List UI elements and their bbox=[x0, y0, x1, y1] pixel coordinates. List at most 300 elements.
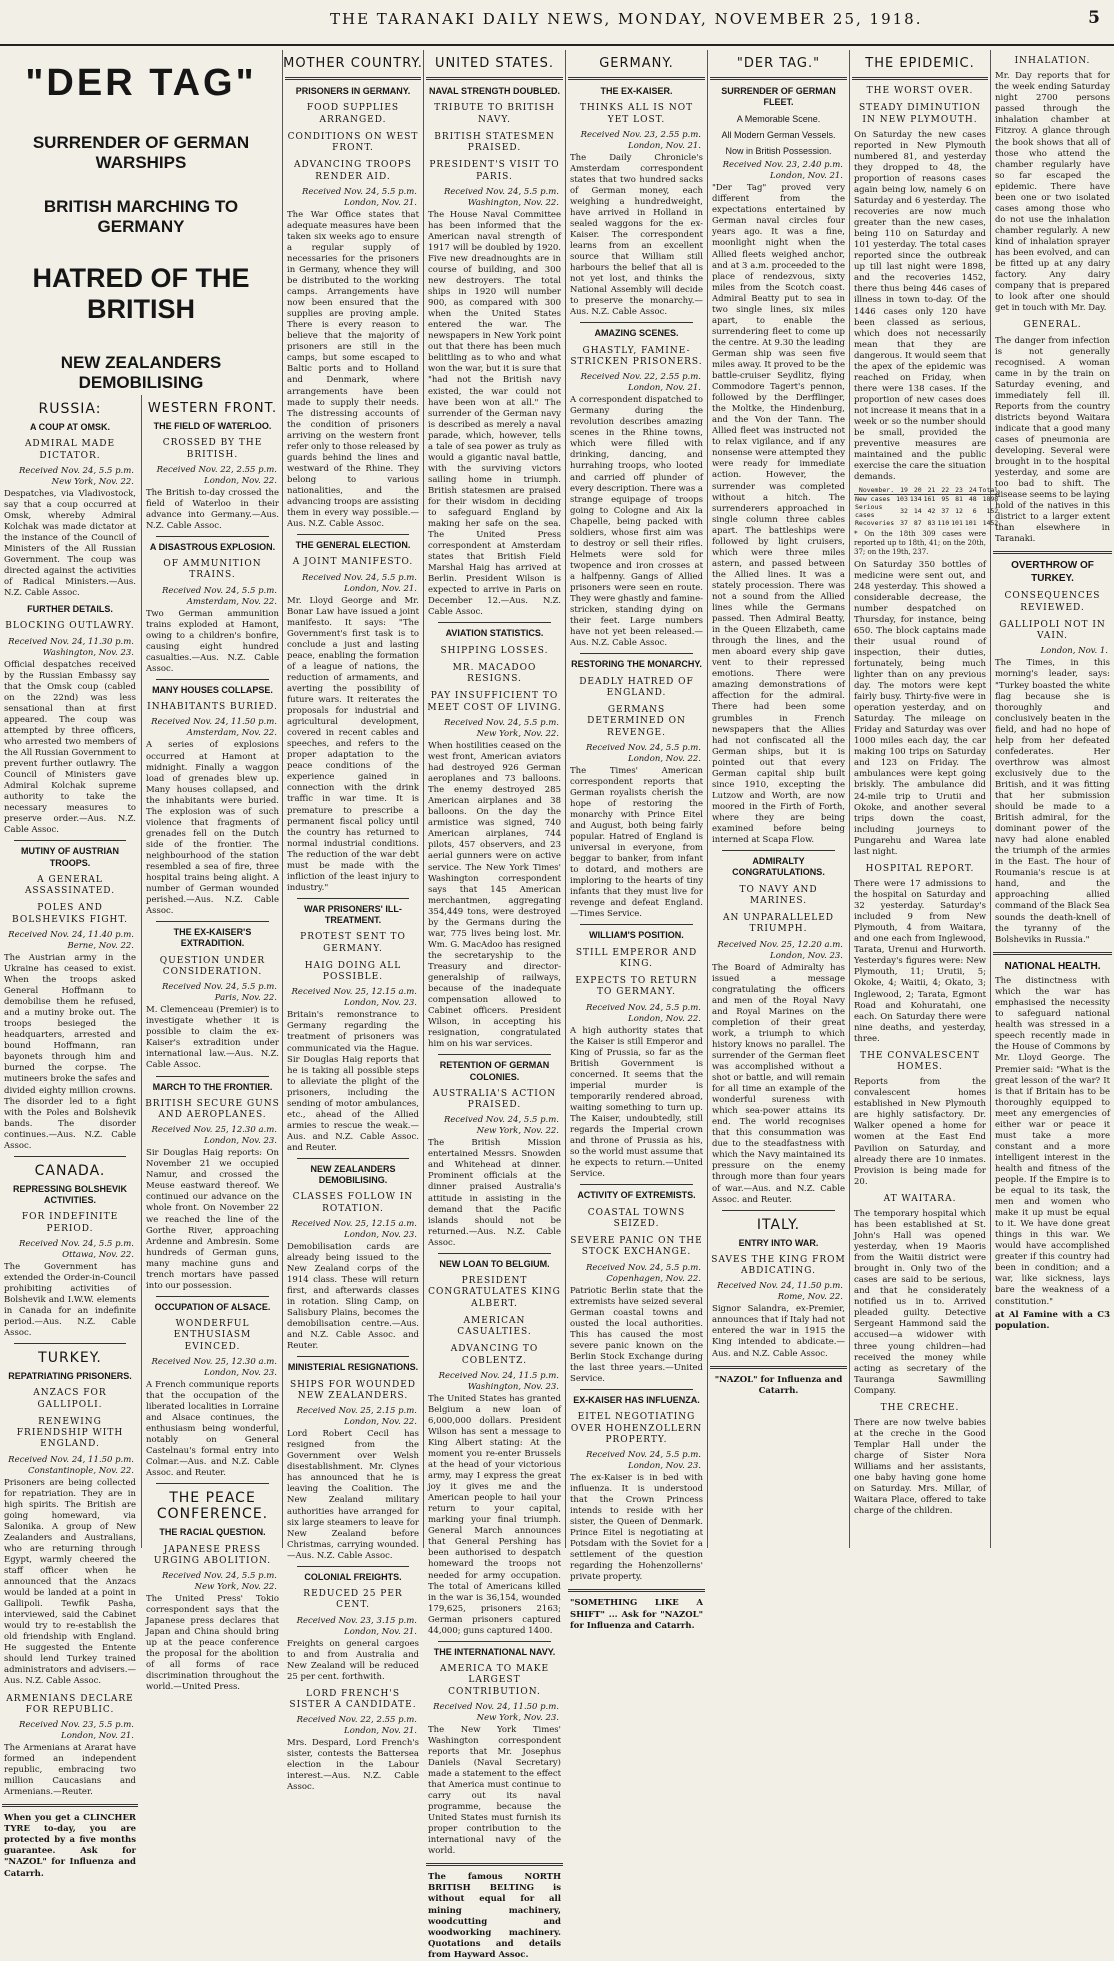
peace-sub2: JAPANESE PRESS URGING ABOLITION. bbox=[153, 1544, 272, 1566]
separator bbox=[426, 77, 563, 80]
separator bbox=[710, 77, 847, 80]
dateline: Washington, Nov. 23. bbox=[467, 1381, 559, 1392]
separator bbox=[14, 1156, 126, 1157]
prisoners-sub: PRISONERS IN GERMANY. bbox=[295, 86, 411, 96]
masthead bbox=[0, 0, 1114, 46]
article-body: "Der Tag" proved very different from the expectations entertained by German naval circles four years ago. It was a fine, moonlight night when the Allied fleets weighed anchor, and at 3 a.m. proceeded to the place of rendezvous, sixty miles from the Scotch coast. Admiral Beatty put to sea in two single lines, six miles apart, to enable the surrendering fleet to come up the centre. At 9.30 the leading German ship was seen five miles away. It proved to be the battle-cruiser Seydlitz, flying Commodore Tagert's pennon, followed by the Derfflinger, the Moltke, the Hindenburg, and the Von der Tann. The Allied fleet was instructed not to relax vigilance, and if any nonsense were attempted they were ready for immediate action. However, the surrender was completed without a hitch. The surrenderers approached in single column three cables apart. The battleships were followed by light cruisers, which were three miles astern, and passed between the Allied lines. It was a stately procession. There was not a sound from the Allied lines while the Germans passed. Then Admiral Beatty, in the Queen Elizabeth, came through the lines, and the men aboard every ship gave vent to their repressed emotions. There were amazing demonstrations of affection for the admiral. There had been some grumbles in French newspapers that the Allies had not confiscated all the German ships, but it is pointed out that every German capital ship built since 1910, excepting the Lutzow and Worth, are now moored in the Firth of Forth, where they are being examined before being interned at Scapa Flow. bbox=[712, 183, 845, 846]
article-body: The danger from infection is not generally recognised. A woman came in by the train on Saturday evening, and immediately fell ill. Reports from the country districts beyond Waitara indicate that a good many cases of pneumonia are developing. Several were brought in to the hospital yesterday, and some are too bad to shift. The disease seems to be laying hold of the natives in this district to a larger extent than elsewhere in Taranaki. bbox=[995, 335, 1110, 545]
separator bbox=[568, 77, 705, 80]
table-body bbox=[854, 495, 999, 528]
dateline: London, Nov. 1. bbox=[1040, 646, 1108, 657]
mother-country-heading: MOTHER COUNTRY. bbox=[283, 56, 423, 71]
canada-heading: CANADA. bbox=[34, 1162, 106, 1179]
separator bbox=[993, 551, 1112, 554]
separator bbox=[426, 1863, 563, 1866]
dateline: London, Nov. 21. bbox=[61, 1731, 134, 1742]
admiralty-sub: TO NAVY AND MARINES. bbox=[739, 884, 818, 906]
article-body: Signor Salandra, ex-Premier, announces that if Italy had not entered the war in 1915 the King intended to abdicate.—Aus. and N.Z. Cable Assoc. bbox=[712, 1304, 845, 1359]
dateline: Received Nov. 24, 5.5 p.m. bbox=[161, 1571, 277, 1582]
loan-sub: PRESIDENT CONGRATULATES KING ALBERT. bbox=[428, 1276, 561, 1309]
separator bbox=[438, 1641, 551, 1642]
influenza-sub: EITEL NEGOTIATING OVER HOHENZOLLERN PROPERTY. bbox=[570, 1412, 703, 1445]
dateline: Received Nov. 23, 3.15 p.m. bbox=[296, 1615, 417, 1626]
germany-heading: GERMANY. bbox=[599, 56, 674, 71]
dateline: London, Nov. 22. bbox=[628, 753, 701, 764]
dateline: Received Nov. 24, 5.5 p.m. bbox=[585, 1450, 701, 1461]
separator bbox=[297, 898, 409, 899]
separator bbox=[297, 1356, 409, 1357]
ministerial-heading: MINISTERIAL RESIGNATIONS. bbox=[287, 1362, 419, 1373]
peace-sub: THE RACIAL QUESTION. bbox=[159, 1527, 266, 1538]
article-body: The House Naval Committee has been informed that the American naval strength of 1917 will be doubled by 1920. Five new dreadnoughts are in course of building, and 300 new destroyers. The total ships in 1920 will number 900, as compared with 300 when the United States entered the war. The newspapers in New York point out that there has been much belittling as to who and what won the war, but it is sure that "had not the British navy existed, the war could not have been won at all." The surrender of the German navy is described as merely a naval parade, which, however, tells a tale of sea power as truly as would a gigantic naval battle, with the surviving victors sailing home in triumph. British statesmen are praised for their wisdom in deciding to safeguard England by making her safe on the sea. The United Press correspondent at Amsterdam states that British Field Marshal Haig has arrived at Berlin. President Wilson is expected to arrive in Paris on December 12.—Aus. N.Z. Cable Assoc. bbox=[428, 209, 561, 618]
waitara-heading: AT WAITARA. bbox=[883, 1193, 957, 1204]
william-heading: WILLIAM'S POSITION. bbox=[589, 930, 684, 941]
general-heading: GENERAL. bbox=[1023, 320, 1082, 331]
article-body: A high authority states that the Kaiser is still Emperor and King of Prussia, so far as the British Government is concerned. It seems that the imperial murder is temporarily rendered abroad, waiting something to turn up. The Kaiser, undoubtedly, still regards the Imperial crown and throne of Prussia as his, so the world must assume that he expects to return.—United Service. bbox=[570, 1025, 703, 1180]
influenza-heading: EX-KAISER HAS INFLUENZA. bbox=[573, 1395, 700, 1406]
table-cell: 134 bbox=[909, 495, 922, 504]
hospital-report-heading: HOSPITAL REPORT. bbox=[865, 863, 975, 874]
dateline: Received Nov. 24, 5.5 p.m. bbox=[18, 1238, 134, 1249]
dateline: Copenhagen, Nov. 22. bbox=[606, 1273, 701, 1284]
masthead-title: THE TARANAKI DAILY NEWS, MONDAY, NOVEMBER 25, 1918. bbox=[330, 10, 923, 28]
separator bbox=[14, 1343, 126, 1344]
article-body: A series of explosions occurred at Hamont at midnight. Finally a waggon load of grenades blew up. Many houses collapsed, and the inhabitants were buried. The explosion was of such violence that fragments of grenades fell on the Dutch side of the frontier. The neighbourhood of the station resembled a sea of fire, three hospital trains being alight. A number of German wounded perished.—Aus. N.Z. Cable Assoc. bbox=[146, 740, 279, 917]
revenge-sub: GERMANS DETERMINED ON REVENGE. bbox=[587, 705, 686, 738]
table-row bbox=[854, 503, 999, 519]
italy-heading: ITALY. bbox=[756, 1216, 801, 1233]
dateline: Constantinople, Nov. 22. bbox=[27, 1465, 134, 1476]
lord-french-sub: LORD FRENCH'S SISTER A CANDIDATE. bbox=[289, 1688, 417, 1710]
dateline: Received Nov. 24, 5.5 p.m. bbox=[585, 742, 701, 753]
table-header-cell: November. bbox=[854, 486, 895, 495]
separator bbox=[156, 679, 269, 680]
food-sub: FOOD SUPPLIES ARRANGED. bbox=[306, 103, 400, 125]
article-body: Britain's remonstrance to Germany regarding the treatment of prisoners was communicated via the Hague. Sir Douglas Haig reports that he is taking all possible steps to alleviate the plight of the prisoners, including the sending of motor ambulances, etc., ahead of the Allied armies to rescue the weak.—Aus. and N.Z. Cable Assoc. and Reuter. bbox=[287, 1010, 419, 1153]
amazing-heading: AMAZING SCENES. bbox=[594, 328, 679, 339]
dateline: London, Nov. 23. bbox=[770, 950, 843, 961]
dateline: Received Nov. 25, 12.30 a.m. bbox=[151, 1125, 277, 1136]
article-body: Sir Douglas Haig reports: On November 21 we occupied Namur, and crossed the Meuse eastward thereof. We continued our advance on the whole front. On November 22 we reached the line of the Gorthe River, approaching Ardenne and Ambresin. Some hundreds of German guns, many machine guns and trench mortars have passed into our possession. bbox=[146, 1148, 279, 1291]
colonies-heading: RETENTION OF GERMAN COLONIES. bbox=[439, 1060, 550, 1082]
further-details: FURTHER DETAILS. bbox=[27, 604, 113, 615]
italy-sub: ENTRY INTO WAR. bbox=[738, 1237, 819, 1248]
dateline: London, Nov. 21. bbox=[628, 383, 701, 394]
alsace-heading: OCCUPATION OF ALSACE. bbox=[154, 1301, 271, 1312]
article-body: A correspondent dispatched to Germany during the revolution describes amazing scenes in the Rhine towns, which were filled with drinking, dancing, and hurrahing troops, who looted and carried off plunder of every description. There was a strange equipage of troops going to Cologne and Aix la Chapelle, being packed with soldiers, whose first aim was to destroy or sell their rifles. Helmets were sold for twopence and iron crosses at a halfpenny. Gangs of Allied prisoners were seen en route. They were ghastly and famine-stricken, standing dying on their feet. Large numbers have not yet been released.—Aus. N.Z. Cable Assoc. bbox=[570, 395, 703, 649]
article-body: A French communique reports that the occupation of the liberated localities in Lorraine and Alsace continues, the enthusiasm being wonderful, notably on General Castelnau's formal entry into Colmar.—Aus. and N.Z. Cable Assoc. and Reuter. bbox=[146, 1379, 279, 1479]
russia-sub: A COUP AT OMSK. bbox=[29, 422, 110, 432]
dateline: London, Nov. 23. bbox=[344, 1229, 417, 1240]
column-1 bbox=[0, 50, 282, 1879]
surrender-sub: SURRENDER OF GERMAN FLEET. bbox=[721, 86, 836, 108]
separator bbox=[722, 1210, 835, 1211]
column-6 bbox=[850, 50, 999, 1548]
dateline: Received Nov. 25, 2.15 p.m. bbox=[296, 1406, 417, 1417]
article-body: Two German ammunition trains exploded at Hamont, owing to a children's bonfire, causing eight hundred casualties.—Aus. N.Z. Cable Assoc. bbox=[146, 608, 279, 674]
houses-heading: MANY HOUSES COLLAPSE. bbox=[152, 684, 273, 695]
article-body: The Board of Admiralty has issued a message congratulating the officers and men of the Royal Navy and Royal Marines on the completion of their great work, a triumph to which history knows no parallel. The surrender of the German fleet was accomplished without a shot or battle, and will remain for all time an example of the wonderful sureness with which sea-power attains its end. The world recognises that this consummation was due to the steadfastness with which the Navy maintained its pressure on the enemy through more than four years of war.—Aus. and N.Z. Cable Assoc. and Reuter. bbox=[712, 962, 845, 1205]
separator bbox=[156, 921, 269, 922]
turkey-sub2: ANZACS FOR GALLIPOLI. bbox=[33, 1388, 107, 1410]
dateline: Received Nov. 22, 2.55 p.m. bbox=[156, 464, 277, 475]
william-sub2: EXPECTS TO RETURN TO GERMANY. bbox=[575, 976, 698, 998]
banner-der-tag: "DER TAG" bbox=[25, 62, 257, 104]
election-sub: A JOINT MANIFESTO. bbox=[292, 557, 414, 568]
table-cell: 110 bbox=[937, 519, 950, 528]
table-header-cell: 23 bbox=[950, 486, 964, 495]
article-body: On Saturday the new cases reported in New Plymouth numbered 81, and yesterday they dropped to 48, the proportion of reasons cases again being low, namely 6 on Saturday and 6 yesterday. The recoveries are now much greater than the new cases, being 110 on Saturday and 101 yesterday. The total cases reported since the outbreak up till last night were 1898, and the recoveries 1452, there thus being 446 cases of illness in town to-day. Of the 1446 cases only 120 have been classed as serious, which does not necessarily mean that they are dangerous. It would seem that the apex of the epidemic was reached on Friday, when there were 138 cases. If the proportion of new cases does not increase it means that in a week or so the number should be small, provided the preventive measures are maintained and the public exercise the care the situation demands. bbox=[854, 129, 986, 483]
inhalation-heading: INHALATION. bbox=[1014, 56, 1091, 66]
separator bbox=[156, 536, 269, 537]
dateline: London, Nov. 23. bbox=[204, 1136, 277, 1147]
dateline: Berne, Nov. 22. bbox=[67, 940, 134, 951]
dateline: Received Nov. 22, 2.55 p.m. bbox=[580, 372, 701, 383]
peace-conference-heading: THE PEACE CONFERENCE. bbox=[156, 1490, 269, 1523]
dateline: Received Nov. 24, 11.50 p.m. bbox=[8, 1454, 134, 1465]
article-body: M. Clemenceau (Premier) is to investigate whether it is possible to claim the ex-Kaiser's extradition under international law.—Aus. N.Z. Cable Assoc. bbox=[146, 1005, 279, 1071]
dateline: Amsterdam, Nov. 22. bbox=[186, 728, 277, 739]
colonies-sub: AUSTRALIA'S ACTION PRAISED. bbox=[432, 1088, 557, 1111]
explosion-heading: A DISASTROUS EXPLOSION. bbox=[149, 541, 276, 552]
separator bbox=[297, 1566, 409, 1567]
dateline: London, Nov. 21. bbox=[770, 171, 843, 182]
article-body: The United States has granted Belgium a new loan of 6,000,000 dollars. President Wilson has sent a message to King Albert stating: At the moment you re-enter Brussels at the head of your victorious army, may I express the great joy it gives me and the American people to hail your return to your capital, marking your final triumph. General March announces that General Pershing has been authorised to despatch homeward the troops not needed for army occupation. The total of Americans killed in the war is 36,154, wounded 179,625, prisoners 2163; German prisoners captured 44,000; guns captured 1400. bbox=[428, 1393, 561, 1636]
table-cell: 101 bbox=[964, 519, 977, 528]
dateline: New York, Nov. 22. bbox=[476, 1126, 559, 1137]
banner-surrender: SURRENDER OF GERMAN WARSHIPS bbox=[32, 133, 250, 172]
table-cell: 37 bbox=[941, 507, 950, 516]
dateline: Received Nov. 24, 11.50 p.m. bbox=[433, 1701, 559, 1712]
dateline: Received Nov. 25, 12.15 a.m. bbox=[291, 987, 417, 998]
turkey-overthrow-heading: OVERTHROW OF TURKEY. bbox=[1011, 560, 1094, 584]
not-lost-sub: THINKS ALL IS NOT YET LOST. bbox=[579, 103, 694, 125]
extradition-sub: QUESTION UNDER CONSIDERATION. bbox=[159, 955, 266, 977]
aviation-heading: AVIATION STATISTICS. bbox=[445, 628, 544, 639]
demob-heading: NEW ZEALANDERS DEMOBILISING. bbox=[310, 1163, 396, 1186]
dateline: London, Nov. 22. bbox=[344, 1417, 417, 1428]
separator bbox=[438, 1253, 551, 1254]
dateline: New York, Nov. 23. bbox=[476, 1712, 559, 1723]
epidemic-table bbox=[854, 486, 999, 527]
article-body: Reports from the convalescent homes established in New Plymouth are highly satisfactory. Dr. Walker opened a home for women at the East End Pavilion on Saturday, and already there are 10 inmates. Provision is being made for 20. bbox=[854, 1077, 986, 1187]
article-body: The Government has extended the Order-in-Council prohibiting activities of Bolshevik and I.W.W. elements in Canada for an indefinite period.—Aus. N.Z. Cable Assoc. bbox=[4, 1261, 136, 1339]
dateline: New York, Nov. 22. bbox=[194, 1582, 277, 1593]
table-cell: Serious cases bbox=[855, 503, 883, 520]
separator bbox=[722, 850, 835, 851]
gallipoli-sub: GALLIPOLI NOT IN VAIN. bbox=[999, 619, 1106, 642]
article-body: Lord Robert Cecil has resigned from the Government over Welsh disestablishment. Mr. Clynes has announced that he is leaving the Coalition. The New Zealand military authorities have arranged for six large steamers to leave for New Zealand before Christmas, carrying wounded.—Aus. N.Z. Cable Assoc. bbox=[287, 1429, 419, 1561]
extremists-sub: COASTAL TOWNS SEIZED. bbox=[587, 1207, 686, 1229]
epidemic-heading: THE EPIDEMIC. bbox=[865, 56, 975, 71]
extremists-sub2: SEVERE PANIC ON THE STOCK EXCHANGE. bbox=[570, 1236, 703, 1258]
separator bbox=[297, 1158, 409, 1159]
advertisement: "SOMETHING LIKE A SHIFT" ... Ask for "NAZOL" for Influenza and Catarrh. bbox=[570, 1598, 703, 1631]
table-cell: 95 bbox=[941, 495, 950, 504]
dateline: Washington, Nov. 22. bbox=[467, 197, 559, 208]
column-4 bbox=[566, 50, 707, 1631]
extradition-heading: THE EX-KAISER'S EXTRADITION. bbox=[173, 927, 252, 949]
separator bbox=[852, 77, 988, 80]
der-tag-heading: "DER TAG." bbox=[736, 56, 821, 71]
separator bbox=[438, 622, 551, 623]
united-states-heading: UNITED STATES. bbox=[435, 56, 554, 71]
ex-kaiser-sub: THE EX-KAISER. bbox=[600, 86, 673, 96]
turkey-heading: TURKEY. bbox=[38, 1350, 102, 1367]
freights-heading: COLONIAL FREIGHTS. bbox=[304, 1571, 402, 1582]
dateline: Received Nov. 24, 5.5 p.m. bbox=[443, 717, 559, 728]
houses-sub: INHABITANTS BURIED. bbox=[147, 702, 278, 713]
article-body: The Times, in this morning's leader, says: "Turkey boasted the white flag because she is thoroughly and conclusively beaten in the field, and had no hope of help from her defeated confederates. Her overthrow was almost exclusively due to the British, and it was fitting that her submission should be made to a British admiral, for the dominant power of the navy had alone enabled the triumph of the armies in the East. The hour of Roumania's rescue is at hand, and the approaching allied command of the Black Sea sounds the death-knell of the tyranny of the Bolsheviks in Russia." bbox=[995, 658, 1110, 945]
vessels-sub: All Modern German Vessels. bbox=[721, 129, 836, 140]
dateline: Received Nov. 24, 5.5 p.m. bbox=[161, 585, 277, 596]
waterloo-sub: THE FIELD OF WATERLOO. bbox=[153, 421, 272, 431]
dateline: Received Nov. 23, 2.40 p.m. bbox=[722, 160, 843, 171]
dateline: London, Nov. 21. bbox=[344, 1626, 417, 1637]
table-cell: Recoveries bbox=[855, 519, 895, 528]
column-1b bbox=[141, 395, 283, 1693]
dateline: Received Nov. 24, 5.5 p.m. bbox=[301, 572, 417, 583]
table-header-row bbox=[854, 486, 999, 495]
canada-sub2: FOR INDEFINITE PERIOD. bbox=[21, 1212, 119, 1234]
table-cell: 83 bbox=[927, 519, 936, 528]
loan-heading: NEW LOAN TO BELGIUM. bbox=[439, 1258, 550, 1269]
western-front-heading: WESTERN FRONT. bbox=[147, 401, 278, 416]
table-cell: 1452 bbox=[982, 519, 999, 528]
war-prisoners-sub2: HAIG DOING ALL POSSIBLE. bbox=[304, 960, 402, 983]
separator bbox=[568, 1589, 705, 1592]
table-cell: 37 bbox=[900, 519, 908, 528]
coblentz-sub: ADVANCING TO COBLENTZ. bbox=[450, 1344, 539, 1366]
dateline: London, Nov. 23. bbox=[344, 998, 417, 1009]
article-body: The Daily Chronicle's Amsterdam correspondent states that two hundred sacks of German money, each weighing a hundredweight, have arrived in Holland in sealed waggons for the ex-Kaiser. The correspondent learns from an excellent source that William still harbours the belief that all is not yet lost, and thinks the National Assembly will decide to preserve the monarchy.—Aus. N.Z. Cable Assoc. bbox=[570, 152, 703, 318]
mutiny-sub2: POLES AND BOLSHEVIKS FIGHT. bbox=[12, 903, 128, 925]
dateline: New York, Nov. 22. bbox=[51, 476, 134, 487]
shipping-sub: SHIPPING LOSSES. bbox=[440, 645, 549, 656]
william-sub: STILL EMPEROR AND KING. bbox=[575, 947, 698, 969]
separator bbox=[297, 534, 409, 535]
advertisement: "NAZOL" for Influenza and Catarrh. bbox=[714, 1374, 843, 1396]
italy-sub2: SAVES THE KING FROM ABDICATING. bbox=[711, 1254, 846, 1277]
article-body: The distinctness with which the war has emphasised the necessity to safeguard national health was stressed in a speech recently made in the House of Commons by Mr. Lloyd George. The Premier said: "What is the great lesson of the war? It is that if Britain has to be thoroughly equipped to meet any emergencies of either war or peace it must take a more constant and a more intelligent interest in the health and fitness of the people. If the Empire is to be equal to its task, the men and women who make it up must be equal to it. We have done great things in this war. We would have accomplished greater if this country had been in condition; and a war, like sickness, lays bare the weakness of a constitution." bbox=[995, 976, 1110, 1307]
dateline: Received Nov. 24, 5.5 p.m. bbox=[301, 186, 417, 197]
turkey-sub3: RENEWING FRIENDSHIP WITH ENGLAND. bbox=[16, 1416, 124, 1450]
dateline: London, Nov. 21. bbox=[628, 140, 701, 151]
separator bbox=[156, 1076, 269, 1077]
explosion-sub: OF AMMUNITION TRAINS. bbox=[163, 559, 262, 581]
article-body: The British Mission entertained Messrs. Snowden and Whitehead at dinner. Prominent officials at the dinner praised Australia's attitude in assisting in the demand that the Pacific islands should not be returned.—Aus. N.Z. Cable Assoc. bbox=[428, 1138, 561, 1248]
article-body: The Armenians at Ararat have formed an independent republic, embracing two million Caucasians and Armenians.—Reuter. bbox=[4, 1743, 136, 1798]
waterloo-sub2: CROSSED BY THE BRITISH. bbox=[162, 438, 263, 460]
possession-sub: Now in British Possession. bbox=[725, 146, 832, 156]
dateline: New York, Nov. 22. bbox=[476, 728, 559, 739]
national-health-heading: NATIONAL HEALTH. bbox=[1004, 960, 1101, 972]
separator bbox=[14, 840, 126, 841]
dateline: London, Nov. 21. bbox=[344, 197, 417, 208]
memorable-sub: A Memorable Scene. bbox=[736, 113, 821, 124]
dateline: Received Nov. 25, 12.30 a.m. bbox=[151, 1356, 277, 1367]
monarchy-heading: RESTORING THE MONARCHY. bbox=[571, 659, 702, 670]
dateline: London, Nov. 22. bbox=[628, 1013, 701, 1024]
convalescent-heading: THE CONVALESCENT HOMES. bbox=[860, 1050, 980, 1072]
admiralty-heading: ADMIRALTY CONGRATULATIONS. bbox=[732, 856, 825, 878]
blocking-outlawry: BLOCKING OUTLAWRY. bbox=[5, 621, 135, 632]
turkey-sub: REPATRIATING PRISONERS. bbox=[8, 1371, 132, 1382]
table-cell: 101 bbox=[951, 519, 963, 528]
column-5 bbox=[708, 50, 849, 1548]
column-7 bbox=[991, 50, 1114, 1548]
dateline: Washington, Nov. 23. bbox=[42, 647, 134, 658]
freights-sub: REDUCED 25 PER CENT. bbox=[303, 1589, 403, 1611]
dateline: Received Nov. 24, 5.5 p.m. bbox=[18, 465, 134, 476]
column-1a bbox=[0, 395, 140, 1882]
article-body: There were 17 admissions to the hospital on Saturday and 32 yesterday. Saturday's included 9 from New Plymouth, 4 from Waitara, and one each from Inglewood, Tarata, Urenui and Hurworth. Yesterday's figures were: New Plymouth, 11; Urutii, 5; Okoke, 4; Waitii, 4; Okato, 3; Inglewood, 2; Tarata, Egmont Road and Kohuratahi, one each. On Saturday there were nine deaths, and yesterday, three. bbox=[854, 879, 986, 1044]
table-header-cell: 20 bbox=[909, 486, 923, 495]
dateline: Received Nov. 24, 5.5 p.m. bbox=[585, 1262, 701, 1273]
dateline: Received Nov. 24, 5.5 p.m. bbox=[443, 1115, 559, 1126]
dateline: Received Nov. 24, 5.5 p.m. bbox=[443, 186, 559, 197]
article-body: Mrs. Despard, Lord French's sister, contests the Battersea election in the Labour interest.—Aus. N.Z. Cable Assoc. bbox=[287, 1738, 419, 1793]
demob-sub: CLASSES FOLLOW IN ROTATION. bbox=[292, 1192, 414, 1214]
table-cell: 103 bbox=[896, 495, 908, 504]
separator bbox=[710, 1366, 847, 1369]
article-body: The United Press' Tokio correspondent says that the Japanese press declares that Japan and China should bring up at the peace conference the proposal for the abolition of all forms of race discrimination throughout the world.—United Press. bbox=[146, 1594, 279, 1693]
column-3 bbox=[424, 50, 565, 1960]
russia-heading: RUSSIA: bbox=[38, 401, 102, 417]
dateline: Received Nov. 24, 11.50 p.m. bbox=[717, 1281, 843, 1292]
table-cell: 42 bbox=[927, 507, 936, 516]
table-cell: 81 bbox=[955, 495, 963, 504]
table-cell: 152 bbox=[986, 507, 999, 516]
article-body: The temporary hospital which has been established at St. John's Hall was opened yesterday, when 19 Maoris from the Waitii district were brought in. Only two of the cases are said to be serious, and that he considerately notified us in to. Arrived pleaded guilty. Detective Sergeant Hammond said the accused—a widower with three young children—had received the money while acting as secretary of the Tauranga Sawmilling Company. bbox=[854, 1208, 986, 1396]
table-cell: 87 bbox=[913, 519, 922, 528]
president-sub: PRESIDENT'S VISIT TO PARIS. bbox=[429, 160, 560, 182]
casualties-sub: AMERICAN CASUALTIES. bbox=[457, 1315, 532, 1338]
dateline: Received Nov. 22, 2.55 p.m. bbox=[296, 1715, 417, 1726]
table-header-cell: 22 bbox=[936, 486, 950, 495]
banner-demobilising: NEW ZEALANDERS DEMOBILISING bbox=[60, 353, 222, 392]
banner-british-marching: BRITISH MARCHING TO GERMANY bbox=[43, 197, 239, 236]
table-row bbox=[854, 495, 999, 504]
dateline: Amsterdam, Nov. 22. bbox=[186, 596, 277, 607]
dateline: Received Nov. 23, 5.5 p.m. bbox=[18, 1720, 134, 1731]
article-body: The ex-Kaiser is in bed with influenza. It is understood that the Crown Princess intends to reside with her sister, the Queen of Denmark. Prince Eitel is negotiating at Potsdam with the Soviet for a settlement of the question regarding the Hohenzollerns' private property. bbox=[570, 1473, 703, 1583]
macadoo-sub: MR. MACADOO RESIGNS. bbox=[452, 662, 537, 685]
extremists-heading: ACTIVITY OF EXTREMISTS. bbox=[577, 1190, 696, 1201]
separator bbox=[156, 1483, 269, 1484]
armenia-sub: ARMENIANS DECLARE FOR REPUBLIC. bbox=[6, 1693, 134, 1715]
article-body: Demobilisation cards are already being issued to the New Zealand corps of the 1914 class. These will return first, and afterwards classes in rotation. Sling Camp, on Salisbury Plains, becomes the demobilisation centre.—Aus. and N.Z. Cable Assoc. and Reuter. bbox=[287, 1241, 419, 1352]
dateline: Rome, Nov. 22. bbox=[777, 1292, 843, 1303]
article-body: Official despatches received by the Russian Embassy say that the Omsk coup (cabled on the 22nd) was less sensational than at first appeared. The coup was attempted by three officers, who arrested two members of the All Russian Government to prevent further outlawry. The Council of Ministers gave Admiral Kolchak supreme authority to take the necessary measures to preserve order.—Aus. N.Z. Cable Assoc. bbox=[4, 659, 136, 836]
turkey-overthrow-sub: CONSEQUENCES REVIEWED. bbox=[1004, 591, 1101, 613]
article-body: When hostilities ceased on the west front, American aviators had destroyed 926 German aeroplanes and 73 balloons. The enemy destroyed 285 American airplanes and 38 balloons. On the day the armistice was signed, 740 American airplanes, 744 pilots, 457 observers, and 23 aerial gunners were on active service. The New York Times' Washington correspondent says that 145 American merchantmen, aggregating 354,449 tons, were destroyed by the Germans during the war, 775 lives being lost. Mr. Wm. G. MacAdoo has resigned the secretaryship to the Treasury and director-generalship of railways, because of the inadequate compensation allowed to Cabinet officers. President Wilson, in accepting his resignation, congratulated him on his war services. bbox=[428, 740, 561, 1050]
dateline: Received Nov. 25, 12.20 a.m. bbox=[717, 939, 843, 950]
dateline: Received Nov. 24, 5.5 p.m. bbox=[585, 1002, 701, 1013]
amazing-sub: GHASTLY, FAMINE-STRICKEN PRISONERS. bbox=[570, 345, 703, 367]
separator bbox=[156, 1296, 269, 1297]
election-heading: THE GENERAL ELECTION. bbox=[295, 540, 411, 551]
navy-sub: AMERICA TO MAKE LARGEST CONTRIBUTION. bbox=[439, 1664, 550, 1697]
article-body: Freights on general cargoes to and from Australia and New Zealand will be reduced 25 per cent. forthwith. bbox=[287, 1638, 419, 1682]
dateline: London, Nov. 23. bbox=[628, 1461, 701, 1472]
table-header-cell: Total bbox=[978, 486, 999, 495]
dateline: Received Nov. 24, 5.5 p.m. bbox=[161, 982, 277, 993]
mutiny-sub: A GENERAL ASSASSINATED. bbox=[24, 874, 116, 897]
alsace-sub: WONDERFUL ENTHUSIASM EVINCED. bbox=[173, 1319, 252, 1352]
banner-hatred: HATRED OF THE BRITISH bbox=[32, 263, 250, 324]
separator bbox=[580, 1184, 693, 1185]
navy-heading: THE INTERNATIONAL NAVY. bbox=[433, 1646, 556, 1657]
ministerial-sub: SHIPS FOR WOUNDED NEW ZEALANDERS. bbox=[289, 1379, 416, 1401]
table-cell: 32 bbox=[900, 507, 908, 516]
dateline: Received Nov. 24, 11.30 p.m. bbox=[8, 636, 134, 647]
tribute-sub: TRIBUTE TO BRITISH NAVY. bbox=[434, 103, 555, 125]
page-number: 5 bbox=[1088, 8, 1100, 28]
advertisement: When you get a CLINCHER TYRE to-day, you are protected by a five months guarantee. Ask for "NAZOL" for Influenza and Catarrh. bbox=[4, 1813, 136, 1879]
separator bbox=[580, 924, 693, 925]
article-body: Mr. Day reports that for the week ending Saturday night 2700 persons passed through the inhalation chamber at Fitzroy. A glance through the book shows that all of those who attend the chamber regularly have so far escaped the epidemic. There have been one or two isolated cases among those who do not use the inhalation chamber regularly. A new kind of inhalation sprayer has been evolved, and can be fitted up at any dairy factory. Any dairy company that is prepared to look after one should get in touch with Mr. Day. bbox=[995, 71, 1110, 314]
conditions-sub: CONDITIONS ON WEST FRONT. bbox=[287, 131, 419, 153]
advertisement: The famous NORTH BRITISH BELTING is without equal for all mining machinery, woodcutting and woodworking machinery. Quotations and details from Hayward Assoc. bbox=[428, 1872, 561, 1960]
pay-sub: PAY INSUFFICIENT TO MEET COST OF LIVING. bbox=[427, 691, 562, 713]
canada-sub: REPRESSING BOLSHEVIK ACTIVITIES. bbox=[12, 1183, 128, 1206]
separator bbox=[438, 1054, 551, 1055]
column-2 bbox=[283, 50, 423, 1793]
diminution-sub: STEADY DIMINUTION IN NEW PLYMOUTH. bbox=[858, 103, 982, 125]
article-body: The Times' American correspondent reports that German royalists cherish the hope of restoring the monarchy with Prince Eitel and August, both being fairly popular. Hatred of England is universal in everyone, from beggar to banker, from infant to dotard, and mothers are imploring to the hearts of tiny infants that they must live for revenge and defeat England.—Times Service. bbox=[570, 765, 703, 920]
table-cell: 14 bbox=[913, 507, 922, 516]
naval-sub: NAVAL STRENGTH DOUBLED. bbox=[428, 86, 560, 96]
dateline: Received Nov. 23, 2.55 p.m. bbox=[580, 129, 701, 140]
dateline: Ottawa, Nov. 22. bbox=[62, 1249, 134, 1260]
dateline: London, Nov. 23. bbox=[204, 1367, 277, 1378]
war-prisoners-heading: WAR PRISONERS' ILL-TREATMENT. bbox=[304, 903, 402, 926]
table-cell: New cases bbox=[855, 495, 891, 504]
separator bbox=[993, 952, 1112, 955]
war-prisoners-sub: PROTEST SENT TO GERMANY. bbox=[300, 932, 406, 954]
article-body: The War Office states that adequate measures have been taken six weeks ago to ensure a regular supply of necessaries for the prisoners in Germany, whence they will be distributed to the working camps. Arrangements have now been ensured that the supplies are proving ample. There is every reason to believe that the majority of prisoners are still in the camps, but some escaped to Baltic ports and to Holland and Denmark, where arrangements have been made to supply their needs. The distressing accounts of the condition of prisoners arriving on the western front refer only to those released by guards behind the lines and westward of the Rhine. They belong to various nationalities, and the advancing troops are assisting them in every way possible.—Aus. N.Z. Cable Assoc. bbox=[287, 209, 419, 530]
article-body: Patriotic Berlin state that the extremists have seized several German coastal towns and ousted the local authorities. This has caused the most severe panic known on the Berlin Stock Exchange during the last three years.—United Service. bbox=[570, 1285, 703, 1384]
russia-sub2: ADMIRAL MADE DICTATOR. bbox=[24, 439, 116, 461]
dateline: Received Nov. 24, 11.50 p.m. bbox=[151, 717, 277, 728]
admiralty-sub2: AN UNPARALLELED TRIUMPH. bbox=[723, 913, 834, 935]
table-cell: 1898 bbox=[982, 495, 999, 504]
article-body: The Austrian army in the Ukraine has ceased to exist. When the troops asked General Hoffmann to demobilise them he refused, and a mutiny broke out. The troops besieged the headquarters, arrested and bound Hoffmann, ran bayonets through him and burned the corpse. The mutineers broke the safes and divided eighty million crowns. The disorder led to a fight with the Poles and Bolshevik bands. The disorder continues.—Aus. N.Z. Cable Assoc. bbox=[4, 952, 136, 1151]
worst-over-sub: THE WORST OVER. bbox=[866, 86, 974, 96]
table-cell: 12 bbox=[955, 507, 963, 516]
dateline: London, Nov. 21. bbox=[344, 1726, 417, 1737]
creche-heading: THE CRECHE. bbox=[880, 1402, 960, 1413]
dateline: Received Nov. 24, 11.40 p.m. bbox=[8, 929, 134, 940]
mutiny-heading: MUTINY OF AUSTRIAN TROOPS. bbox=[21, 846, 119, 868]
advertisement: at Al Famine with a C3 population. bbox=[995, 1309, 1110, 1331]
march-frontier-sub: BRITISH SECURE GUNS AND AEROPLANES. bbox=[145, 1098, 280, 1120]
march-frontier-heading: MARCH TO THE FRONTIER. bbox=[152, 1081, 273, 1092]
dateline: Paris, Nov. 22. bbox=[214, 993, 277, 1004]
table-row bbox=[854, 519, 999, 527]
table-cell: 161 bbox=[923, 495, 936, 504]
article-body: There are now twelve babies at the creche in the Good Templar Hall under the charge of Sister Nora Williams and her assistants, one baby having gone home on Saturday. Mrs. Millar, of Waitara Place, offered to take charge of the children. bbox=[854, 1418, 986, 1517]
separator bbox=[580, 322, 693, 323]
table-header-cell: 19 bbox=[895, 486, 909, 495]
hatred-sub: DEADLY HATRED OF ENGLAND. bbox=[579, 676, 694, 698]
dateline: Received Nov. 24, 11.5 p.m. bbox=[438, 1370, 559, 1381]
advancing-sub: ADVANCING TROOPS RENDER AID. bbox=[294, 160, 412, 182]
separator bbox=[580, 1389, 693, 1390]
statesmen-sub: BRITISH STATESMEN PRAISED. bbox=[434, 131, 555, 153]
table-header-cell: 24 bbox=[964, 486, 978, 495]
